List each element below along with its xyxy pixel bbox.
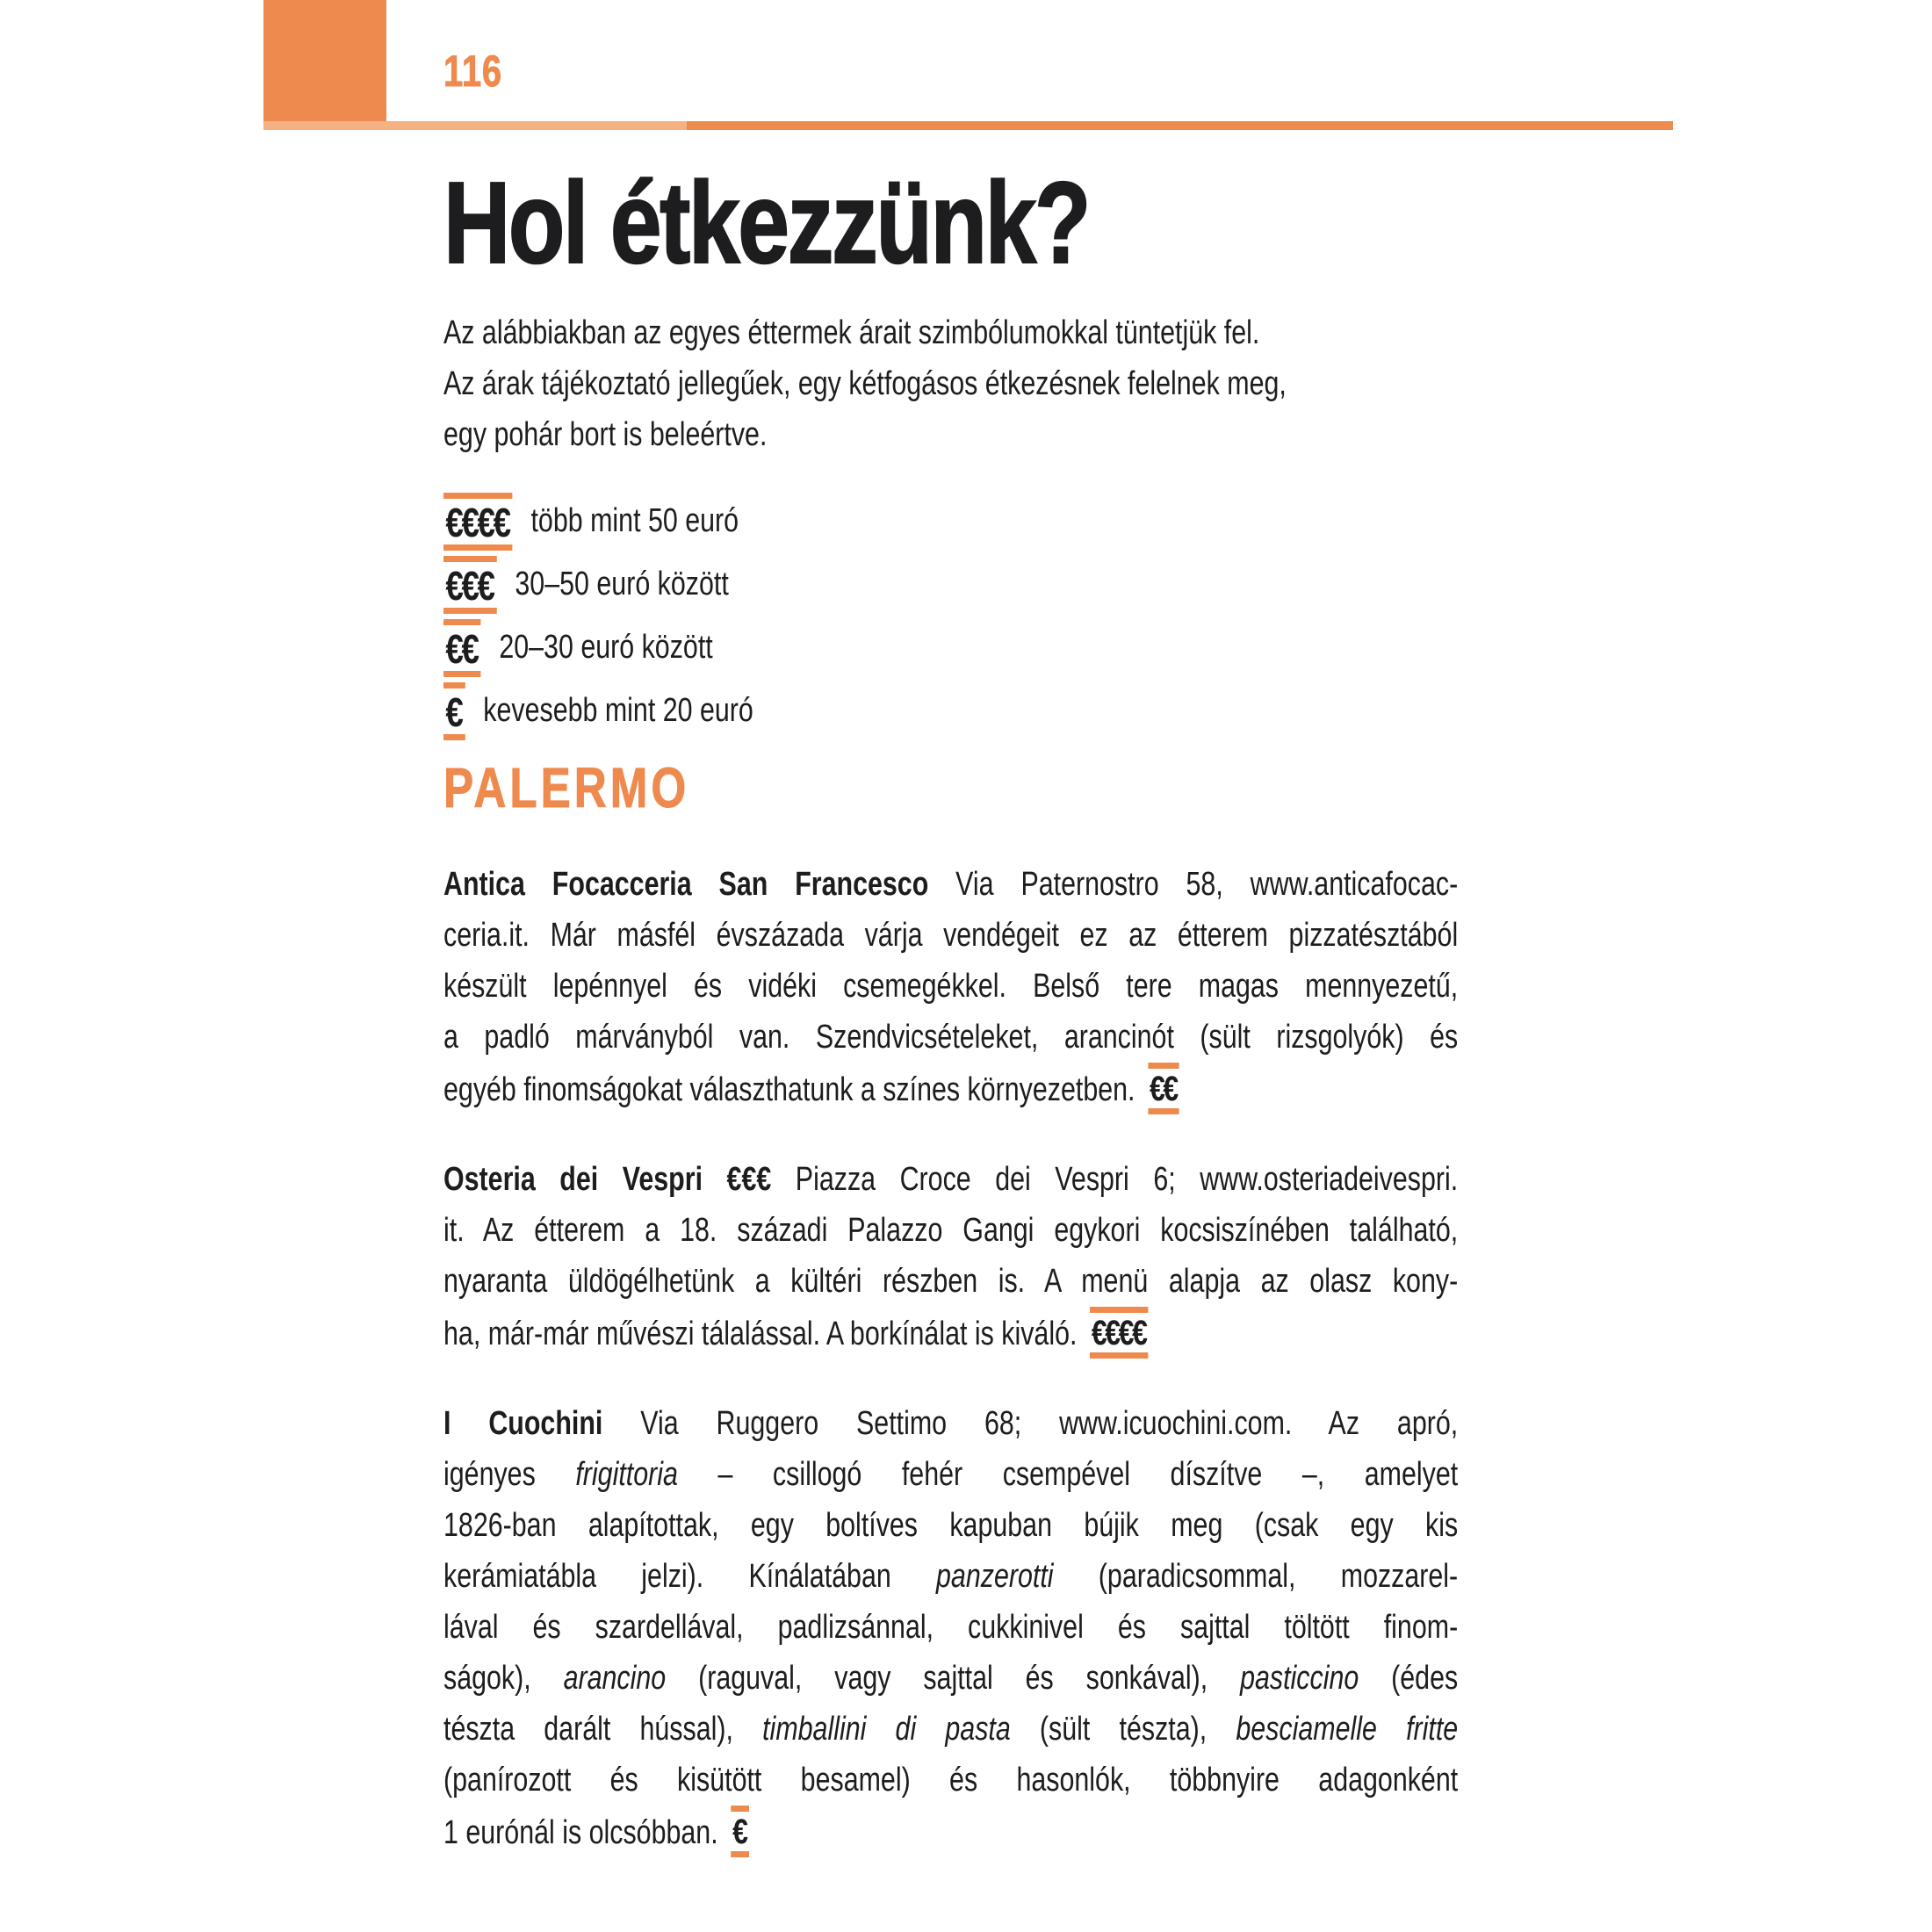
- restaurant-entries: [443, 859, 1458, 1856]
- restaurant-name: I Cuochini: [443, 1404, 641, 1442]
- text-segment: arancino: [563, 1659, 667, 1697]
- text-segment: (sült tészta),: [1010, 1710, 1236, 1748]
- price-symbol: €: [443, 682, 465, 740]
- text-segment: – csillogó fehér csempével díszítve –, amelyet: [677, 1455, 1459, 1493]
- text-segment: a padló márványból van. Szendvicsételeket, arancinót (sült rizsgolyók) és: [443, 1018, 1459, 1056]
- text-segment: lával és szardellával, padlizsánnal, cukkinivel és sajttal töltött finom-: [443, 1608, 1459, 1646]
- restaurant-name: Antica Focacceria San Francesco: [443, 865, 956, 903]
- intro-line: egy pohár bort is beleértve.: [443, 415, 768, 453]
- price-label: 20–30 euró között: [499, 629, 713, 667]
- price-label: kevesebb mint 20 euró: [483, 692, 753, 730]
- text-line: [443, 1500, 1458, 1551]
- text-line: [443, 1012, 1458, 1063]
- text-segment: tészta darált hússal),: [443, 1710, 763, 1748]
- legend-row: [443, 622, 1458, 674]
- price-symbol: €€€€: [443, 493, 513, 551]
- text-line: [443, 859, 1458, 910]
- text-segment: kerámiatábla jelzi). Kínálatában: [443, 1557, 937, 1595]
- text-segment: pasticcino: [1240, 1659, 1359, 1697]
- text-line: [443, 1154, 1458, 1205]
- text-segment: Via Paternostro 58, www.anticafocac-: [955, 865, 1459, 903]
- price-legend: [443, 495, 1458, 738]
- text-line: [443, 1449, 1458, 1500]
- price-symbol: €: [732, 1806, 749, 1857]
- text-segment: egyéb finomságokat választhatunk a színes környezetben.: [443, 1071, 1143, 1108]
- text-line: [443, 1704, 1458, 1755]
- price-symbol: €€: [443, 619, 481, 677]
- text-segment: (paradicsommal, mozzarel-: [1053, 1557, 1459, 1595]
- restaurant-entry-osteria-dei-vespri: [443, 1154, 1458, 1358]
- text-segment: ságok),: [443, 1659, 564, 1697]
- page-number: 116: [443, 47, 502, 96]
- orange-corner-block: [263, 0, 386, 121]
- text-segment: (édes: [1359, 1659, 1459, 1697]
- intro-line: Az alábbiakban az egyes éttermek árait szimbólumokkal tüntetjük fel.: [443, 314, 1260, 351]
- text-line: [443, 1256, 1458, 1307]
- text-segment: Via Ruggero Settimo 68; www.icuochini.com. Az apró,: [640, 1404, 1459, 1442]
- price-label: több mint 50 euró: [530, 502, 739, 540]
- text-segment: ceria.it. Már másfél évszázada várja vendégeit ez az étterem pizzatésztából: [443, 916, 1459, 954]
- legend-row: [443, 559, 1458, 611]
- text-line: [443, 1205, 1458, 1256]
- text-line: [443, 1653, 1458, 1704]
- text-segment: (raguval, vagy sajttal és sonkával),: [666, 1659, 1241, 1697]
- price-symbol: €€€: [726, 1160, 772, 1198]
- text-segment: timballini di pasta: [762, 1710, 1011, 1748]
- legend-row: [443, 495, 1458, 548]
- price-symbol: €€€: [443, 556, 497, 614]
- text-segment: készült lepénnyel és vidéki csemegékkel. Belső tere magas mennyezetű,: [443, 967, 1459, 1005]
- text-line: [443, 1755, 1458, 1806]
- restaurant-entry-antica-focacceria-san-francesco: [443, 859, 1458, 1114]
- price-symbol: €€: [1148, 1063, 1179, 1114]
- text-segment: igényes: [443, 1455, 576, 1493]
- page-content-column: [443, 0, 1458, 1856]
- text-line: [443, 1602, 1458, 1653]
- text-line: [443, 1063, 1458, 1114]
- intro-paragraph: [443, 307, 1458, 460]
- text-segment: ha, már-már művészi tálalással. A borkínálat is kiváló.: [443, 1315, 1085, 1352]
- price-symbol: €€€€: [1090, 1307, 1148, 1359]
- text-segment: 1 eurónál is olcsóbban.: [443, 1813, 726, 1851]
- text-segment: besciamelle fritte: [1236, 1710, 1459, 1748]
- text-line: [443, 1551, 1458, 1602]
- legend-row: [443, 685, 1458, 738]
- intro-line: Az árak tájékoztató jellegűek, egy kétfogásos étkezésnek felelnek meg,: [443, 364, 1287, 402]
- text-line: [443, 961, 1458, 1012]
- text-segment: (panírozott és kisütött besamel) és hasonlók, többnyire adagonként: [443, 1761, 1459, 1799]
- section-heading-palermo: PALERMO: [443, 755, 690, 819]
- text-line: [443, 1806, 1458, 1856]
- text-segment: nyaranta üldögélhetünk a kültéri részben is. A menü alapja az olasz kony-: [443, 1262, 1459, 1300]
- text-line: [443, 1307, 1458, 1358]
- page-title: Hol étkezzünk?: [443, 158, 1090, 287]
- text-segment: Piazza Croce dei Vespri 6; www.osteriadeivespri.: [771, 1160, 1459, 1198]
- restaurant-name: Osteria dei Vespri: [443, 1160, 727, 1198]
- text-segment: frigittoria: [575, 1455, 678, 1493]
- text-line: [443, 1398, 1458, 1449]
- text-line: [443, 910, 1458, 961]
- text-segment: it. Az étterem a 18. századi Palazzo Gangi egykori kocsiszínében található,: [443, 1211, 1459, 1249]
- text-segment: 1826-ban alapítottak, egy boltíves kapuban bújik meg (csak egy kis: [443, 1506, 1459, 1544]
- price-label: 30–50 euró között: [515, 566, 729, 603]
- text-segment: panzerotti: [936, 1557, 1054, 1595]
- restaurant-entry-i-cuochini: [443, 1398, 1458, 1856]
